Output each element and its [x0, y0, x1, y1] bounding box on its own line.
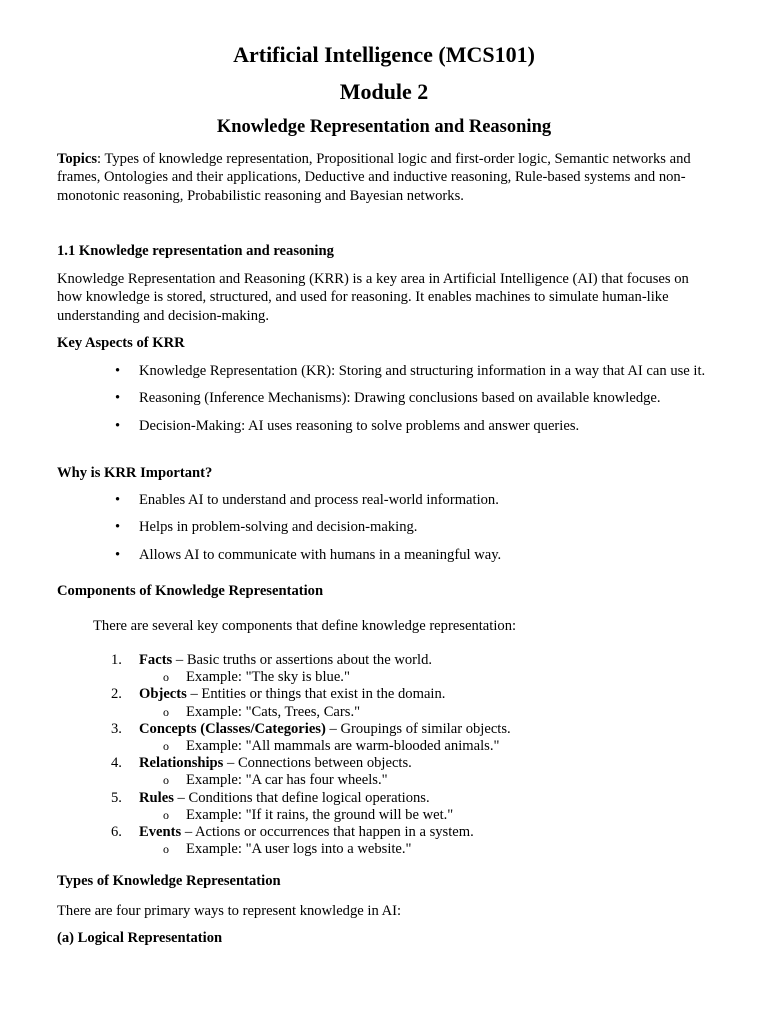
circle-bullet-icon: o	[163, 842, 169, 857]
example-text: Example: "A user logs into a website."	[186, 841, 412, 858]
bullet-icon: •	[115, 363, 121, 379]
example-text: Example: "A car has four wheels."	[186, 772, 388, 789]
list-item-desc: – Entities or things that exist in the domain.	[186, 686, 446, 703]
list-item	[111, 721, 671, 738]
list-item-number: 5.	[111, 789, 122, 806]
list-item-number: 3.	[111, 720, 122, 737]
example-text: Example: "If it rains, the ground will be wet."	[186, 806, 454, 823]
list-item-term: Rules	[139, 789, 174, 806]
topics-text: : Types of knowledge representation, Propositional logic and first-order logic, Semantic networks and frames, Ontologies and their applications, Deductive and inductive reasoning, Rule-based systems and non-monotonic reasoning, Probabilistic reasoning and Bayesian networks.	[57, 151, 691, 204]
list-item-example	[111, 772, 671, 789]
list-item	[111, 824, 671, 841]
components-list	[111, 652, 671, 858]
list-item	[111, 652, 671, 669]
list-item-desc: – Groupings of similar objects.	[325, 720, 511, 737]
list-item-number: 1.	[111, 652, 122, 668]
list-item-text: Allows AI to communicate with humans in a meaningful way.	[139, 546, 502, 563]
list-item-term: Concepts (Classes/Categories)	[139, 720, 326, 737]
circle-bullet-icon: o	[163, 773, 169, 788]
list-item	[115, 417, 715, 435]
list-item	[115, 491, 715, 509]
list-item-term: Objects	[139, 686, 187, 703]
bullet-icon: •	[115, 519, 121, 536]
list-item-desc: – Conditions that define logical operations.	[173, 789, 430, 806]
document-title: Artificial Intelligence (MCS101)	[233, 42, 535, 67]
list-item-desc: – Actions or occurrences that happen in a system.	[181, 824, 474, 841]
list-item-term: Events	[139, 824, 182, 841]
list-item-desc: – Connections between objects.	[223, 755, 412, 772]
topics-paragraph	[57, 150, 717, 205]
bullet-icon: •	[115, 390, 121, 407]
list-item-text: Reasoning (Inference Mechanisms): Drawing conclusions based on available knowledge.	[139, 390, 661, 407]
circle-bullet-icon: o	[163, 704, 169, 719]
why-krr-heading: Why is KRR Important?	[57, 465, 213, 481]
list-item	[115, 362, 715, 380]
bullet-icon: •	[115, 546, 121, 563]
types-heading: Types of Knowledge Representation	[57, 873, 281, 889]
logical-representation-heading: (a) Logical Representation	[57, 930, 223, 946]
list-item-text: Enables AI to understand and process real-world information.	[139, 492, 499, 508]
list-item-example	[111, 738, 671, 755]
list-item-desc: – Basic truths or assertions about the world.	[172, 652, 433, 668]
example-text: Example: "The sky is blue."	[186, 669, 350, 686]
key-aspects-heading: Key Aspects of KRR	[57, 335, 185, 351]
list-item-number: 2.	[111, 686, 122, 703]
circle-bullet-icon: o	[163, 739, 169, 754]
circle-bullet-icon: o	[163, 670, 169, 685]
list-item-text: Helps in problem-solving and decision-making.	[139, 519, 418, 536]
topics-label: Topics	[57, 151, 98, 167]
module-subtitle: Knowledge Representation and Reasoning	[216, 117, 552, 137]
list-item	[115, 546, 715, 564]
example-text: Example: "All mammals are warm-blooded animals."	[186, 738, 500, 755]
components-heading: Components of Knowledge Representation	[57, 583, 324, 599]
example-text: Example: "Cats, Trees, Cars."	[186, 703, 361, 720]
list-item-example	[111, 669, 671, 686]
module-title: Module 2	[339, 79, 429, 104]
list-item	[115, 518, 715, 536]
list-item-term: Facts	[139, 652, 173, 668]
list-item-example	[111, 807, 671, 824]
list-item-number: 6.	[111, 824, 122, 841]
bullet-icon: •	[115, 417, 121, 434]
list-item-example	[111, 704, 671, 721]
list-item-number: 4.	[111, 755, 122, 772]
list-item-text: Decision-Making: AI uses reasoning to solve problems and answer queries.	[139, 417, 580, 434]
list-item	[115, 389, 715, 407]
bullet-icon: •	[115, 492, 121, 508]
list-item	[111, 790, 671, 807]
list-item	[111, 755, 671, 772]
key-aspects-list	[115, 362, 715, 435]
list-item	[111, 686, 671, 703]
types-intro: There are four primary ways to represent knowledge in AI:	[57, 903, 402, 919]
krr-intro-paragraph: Knowledge Representation and Reasoning (KRR) is a key area in Artificial Intelligence (AI) that focuses on how knowledge is stored, structured, and used for reasoning. It enables machines to simulate human-like understanding and decision-making.	[57, 271, 689, 324]
section-heading-1-1: 1.1 Knowledge representation and reasoning	[57, 243, 334, 259]
list-item-text: Knowledge Representation (KR): Storing and structuring information in a way that AI can use it.	[139, 363, 706, 379]
why-krr-list	[115, 491, 715, 564]
circle-bullet-icon: o	[163, 807, 169, 822]
list-item-term: Relationships	[139, 755, 224, 772]
list-item-example	[111, 841, 671, 858]
components-intro: There are several key components that define knowledge representation:	[93, 618, 517, 634]
